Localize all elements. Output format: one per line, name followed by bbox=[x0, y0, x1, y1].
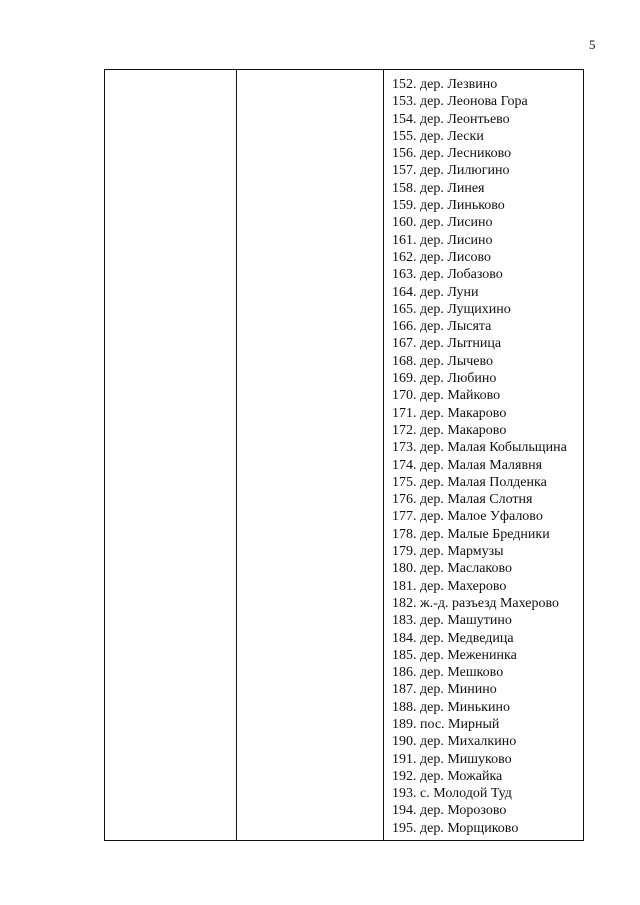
list-item: 160. дер. Лисино bbox=[392, 215, 493, 231]
list-item: 161. дер. Лисино bbox=[392, 232, 493, 248]
list-item: 175. дер. Малая Полденка bbox=[392, 474, 547, 490]
list-item: 164. дер. Луни bbox=[392, 284, 479, 300]
list-item: 182. ж.-д. разъезд Махерово bbox=[392, 595, 560, 611]
list-item: 158. дер. Линея bbox=[392, 180, 485, 196]
settlement-list bbox=[384, 70, 583, 837]
list-item: 178. дер. Малые Бредники bbox=[392, 526, 550, 542]
list-item: 159. дер. Линьково bbox=[392, 198, 505, 214]
list-item: 173. дер. Малая Кобыльщина bbox=[392, 440, 567, 456]
list-item: 192. дер. Можайка bbox=[392, 768, 503, 784]
list-item: 180. дер. Маслаково bbox=[392, 561, 513, 577]
list-item: 191. дер. Мишуково bbox=[392, 751, 512, 767]
list-item: 156. дер. Лесниково bbox=[392, 146, 512, 162]
list-item: 172. дер. Макарово bbox=[392, 422, 507, 438]
list-item: 155. дер. Лески bbox=[392, 128, 484, 144]
page-number: 5 bbox=[589, 37, 596, 52]
list-item: 195. дер. Морщиково bbox=[392, 820, 519, 836]
list-item: 179. дер. Мармузы bbox=[392, 544, 504, 560]
list-item: 174. дер. Малая Малявня bbox=[392, 457, 543, 473]
list-item: 176. дер. Малая Слотня bbox=[392, 492, 533, 508]
list-item: 170. дер. Майково bbox=[392, 388, 501, 404]
table-column-empty-1 bbox=[105, 70, 237, 840]
list-item: 154. дер. Леонтьево bbox=[392, 111, 510, 127]
list-item: 165. дер. Лущихино bbox=[392, 301, 511, 317]
list-item: 186. дер. Мешково bbox=[392, 665, 504, 681]
settlements-table bbox=[104, 69, 584, 841]
list-item: 152. дер. Лезвино bbox=[392, 77, 498, 92]
list-item: 163. дер. Лобазово bbox=[392, 267, 503, 283]
list-item: 157. дер. Лилюгино bbox=[392, 163, 510, 179]
list-item: 187. дер. Минино bbox=[392, 682, 497, 698]
list-item: 183. дер. Машутино bbox=[392, 613, 512, 629]
list-item: 169. дер. Любино bbox=[392, 371, 497, 387]
list-item: 185. дер. Меженинка bbox=[392, 647, 517, 663]
list-item: 166. дер. Лысята bbox=[392, 319, 492, 335]
list-item: 167. дер. Лытница bbox=[392, 336, 502, 352]
list-item: 181. дер. Махерово bbox=[392, 578, 507, 594]
table-column-empty-2 bbox=[237, 70, 384, 840]
list-item: 189. пос. Мирный bbox=[392, 716, 500, 732]
table-column-settlements bbox=[384, 70, 583, 840]
list-item: 162. дер. Лисово bbox=[392, 249, 492, 265]
list-item: 190. дер. Михалкино bbox=[392, 734, 517, 750]
list-item: 171. дер. Макарово bbox=[392, 405, 507, 421]
list-item: 188. дер. Минькино bbox=[392, 699, 510, 715]
list-item: 194. дер. Морозово bbox=[392, 803, 507, 819]
list-item: 193. с. Молодой Туд bbox=[392, 786, 512, 802]
list-item: 168. дер. Лычево bbox=[392, 353, 494, 369]
list-item: 177. дер. Малое Уфалово bbox=[392, 509, 543, 525]
list-item: 153. дер. Леонова Гора bbox=[392, 94, 528, 110]
list-item: 184. дер. Медведица bbox=[392, 630, 514, 646]
